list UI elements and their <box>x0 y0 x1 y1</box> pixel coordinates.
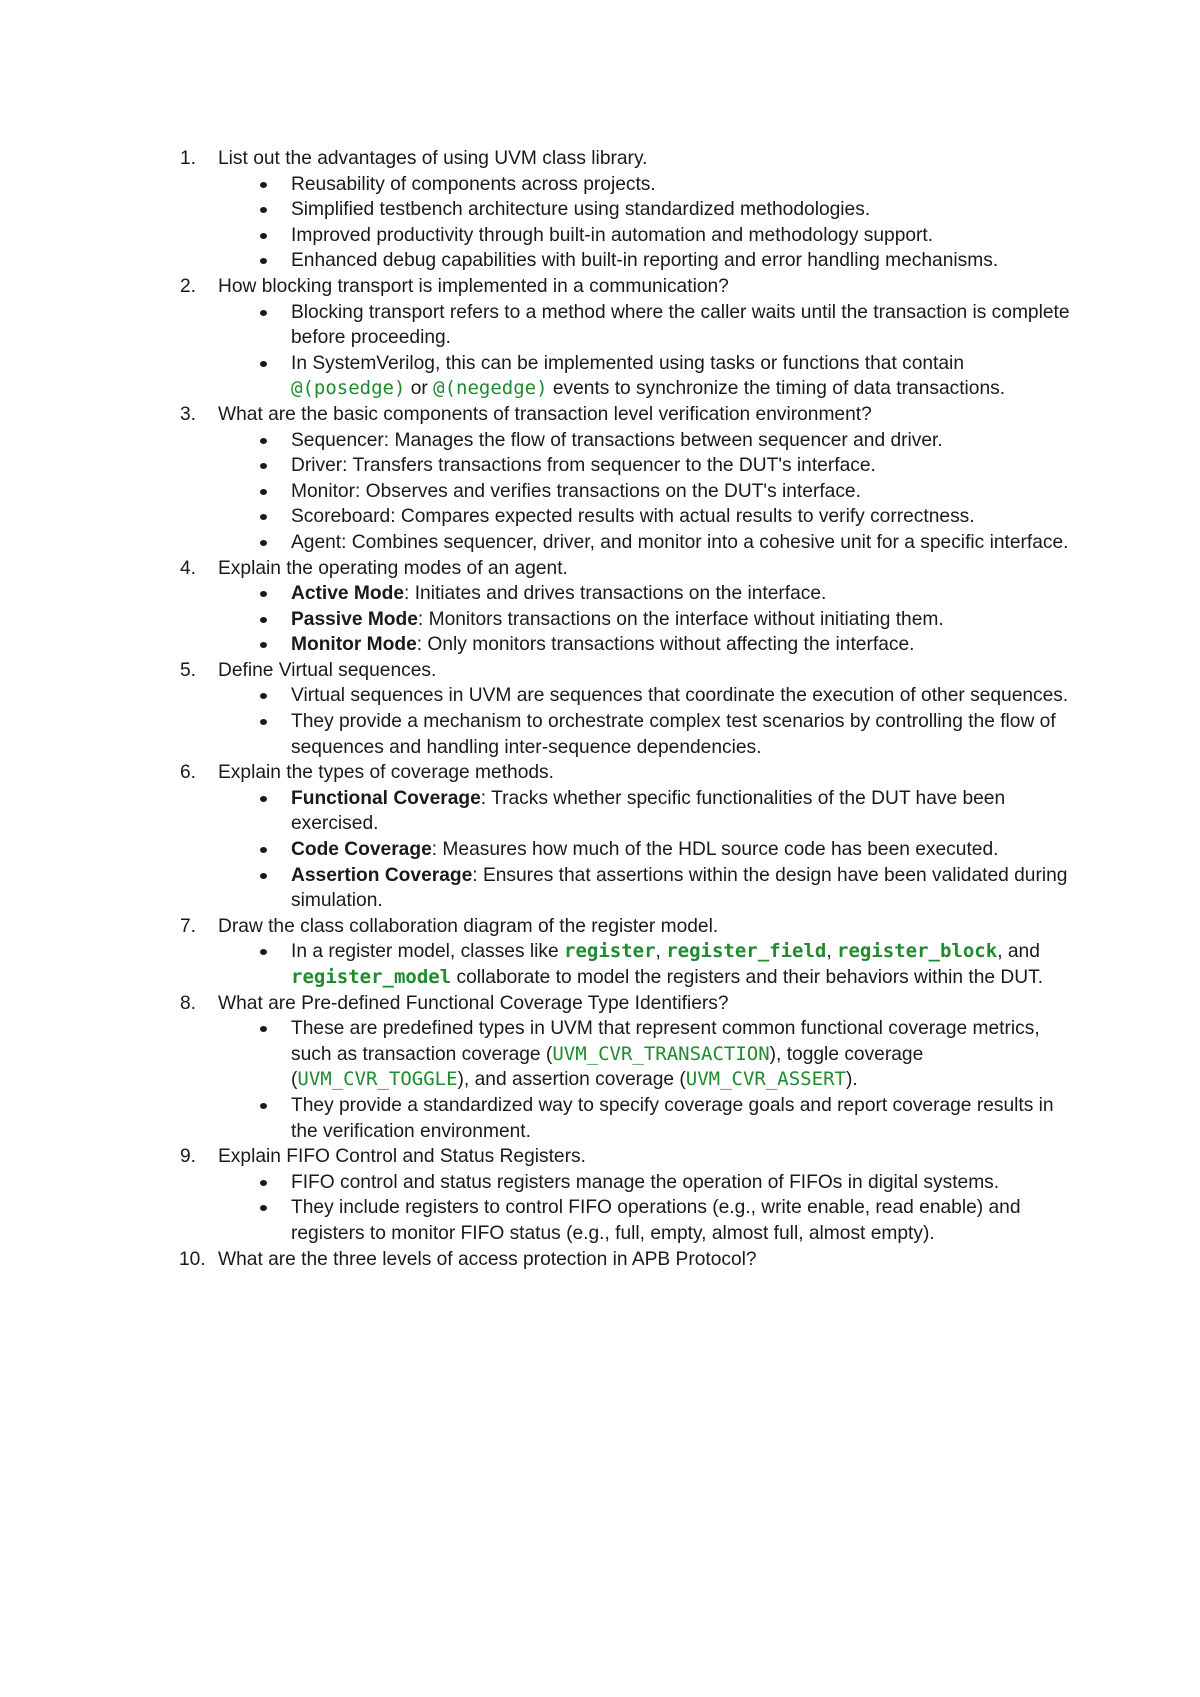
answer-text: In SystemVerilog, this can be implemented using tasks or functions that contain <box>291 352 964 374</box>
term-label: Passive Mode <box>291 608 418 630</box>
question-list <box>180 146 1080 1272</box>
question-item <box>180 402 1080 556</box>
term-description: : Ensures that assertions within the design have been validated during simulation. <box>291 864 1068 912</box>
question-number: 4. <box>180 557 197 579</box>
code-snippet: @(posedge) <box>291 377 406 400</box>
answer-bullet: Enhanced debug capabilities with built-in reporting and error handling mechanisms. <box>291 248 1080 274</box>
answer-bullet: Scoreboard: Compares expected results with actual results to verify correctness. <box>291 504 1080 530</box>
question-text: Explain FIFO Control and Status Registers. <box>218 1146 586 1168</box>
term-description: : Initiates and drives transactions on the interface. <box>404 583 827 605</box>
answer-bullet <box>291 863 1080 914</box>
answer-bullet <box>291 607 1080 633</box>
question-item <box>180 556 1080 658</box>
term-label: Assertion Coverage <box>291 864 473 886</box>
answer-list <box>218 1170 1080 1247</box>
answer-list <box>218 581 1080 658</box>
answer-list <box>218 683 1080 760</box>
answer-text: collaborate to model the registers and their behaviors within the DUT. <box>451 967 1044 988</box>
question-number: 6. <box>180 762 197 784</box>
answer-list <box>218 300 1080 402</box>
code-snippet: register_model <box>291 966 452 988</box>
question-text: Define Virtual sequences. <box>218 659 437 681</box>
question-item <box>180 274 1080 402</box>
question-text: List out the advantages of using UVM class library. <box>218 148 648 169</box>
answer-text: These are predefined types in UVM that represent common functional coverage metrics, such as transaction coverage ( <box>291 1018 1040 1065</box>
question-number: 5. <box>180 659 197 681</box>
code-snippet: UVM_CVR_ASSERT <box>685 1068 846 1091</box>
question-item <box>180 1144 1080 1246</box>
answer-bullet: Virtual sequences in UVM are sequences that coordinate the execution of other sequences. <box>291 683 1080 709</box>
answer-bullet: They include registers to control FIFO operations (e.g., write enable, read enable) and registers to monitor FIFO status (e.g., full, empty, almost full, almost empty). <box>291 1195 1080 1246</box>
question-text: Explain the types of coverage methods. <box>218 762 554 784</box>
term-label: Monitor Mode <box>291 634 417 656</box>
question-text: What are Pre-defined Functional Coverage Type Identifiers? <box>218 992 729 1014</box>
question-number: 3. <box>180 403 197 425</box>
answer-bullet <box>291 351 1080 402</box>
code-snippet: register_block <box>837 940 998 963</box>
question-text: What are the basic components of transaction level verification environment? <box>218 403 872 425</box>
answer-list <box>218 786 1080 914</box>
term-label: Code Coverage <box>291 839 432 861</box>
answer-text: , <box>826 941 838 963</box>
answer-bullet <box>291 581 1080 607</box>
answer-bullet: Improved productivity through built-in automation and methodology support. <box>291 223 1080 249</box>
question-number: 7. <box>180 915 197 937</box>
question-item <box>180 760 1080 914</box>
term-description: : Tracks whether specific functionalities of the DUT have been exercised. <box>291 787 1006 835</box>
answer-bullet <box>291 837 1080 863</box>
answer-bullet: They provide a mechanism to orchestrate complex test scenarios by controlling the flow of sequences and handling inter-sequence dependencies. <box>291 709 1080 760</box>
term-description: : Only monitors transactions without affecting the interface. <box>416 634 915 656</box>
answer-text: ), and assertion coverage ( <box>457 1069 686 1091</box>
answer-bullet: They provide a standardized way to specify coverage goals and report coverage results in the verification environment. <box>291 1093 1080 1144</box>
question-number: 9. <box>180 1146 197 1168</box>
answer-bullet <box>291 632 1080 658</box>
code-snippet: register_field <box>666 940 827 963</box>
question-item <box>180 1247 1080 1273</box>
term-description: : Measures how much of the HDL source code has been executed. <box>431 839 999 861</box>
answer-bullet: FIFO control and status registers manage the operation of FIFOs in digital systems. <box>291 1170 1080 1196</box>
question-item <box>180 146 1080 274</box>
question-item <box>180 991 1080 1145</box>
answer-bullet <box>291 939 1080 990</box>
question-text: How blocking transport is implemented in a communication? <box>218 275 729 297</box>
answer-text: , and <box>997 941 1040 963</box>
answer-text: ). <box>845 1069 858 1091</box>
answer-bullet: Agent: Combines sequencer, driver, and monitor into a cohesive unit for a specific interface. <box>291 530 1080 556</box>
answer-list <box>218 939 1080 990</box>
code-snippet: register <box>564 940 656 963</box>
answer-bullet: Blocking transport refers to a method where the caller waits until the transaction is complete before proceeding. <box>291 300 1080 351</box>
question-number: 10. <box>179 1248 206 1270</box>
question-item <box>180 658 1080 760</box>
answer-bullet: Simplified testbench architecture using standardized methodologies. <box>291 197 1080 223</box>
answer-bullet <box>291 786 1080 837</box>
question-text: What are the three levels of access protection in APB Protocol? <box>218 1248 757 1270</box>
code-snippet: UVM_CVR_TRANSACTION <box>552 1042 770 1065</box>
answer-list <box>218 428 1080 556</box>
answer-text: In a register model, classes like <box>291 941 565 963</box>
term-label: Active Mode <box>291 583 405 605</box>
term-label: Functional Coverage <box>291 787 481 809</box>
answer-bullet <box>291 1016 1080 1093</box>
answer-bullet: Monitor: Observes and verifies transactions on the DUT's interface. <box>291 479 1080 505</box>
answer-text: events to synchronize the timing of data transactions. <box>547 378 1006 400</box>
question-text: Draw the class collaboration diagram of the register model. <box>218 915 719 937</box>
answer-bullet: Sequencer: Manages the flow of transactions between sequencer and driver. <box>291 428 1080 454</box>
answer-list <box>218 1016 1080 1144</box>
answer-bullet: Reusability of components across projects. <box>291 172 1080 198</box>
question-text: Explain the operating modes of an agent. <box>218 557 568 579</box>
code-snippet: @(negedge) <box>433 377 548 400</box>
answer-text: , <box>655 941 667 963</box>
answer-list <box>218 172 1080 274</box>
answer-text: ), toggle coverage ( <box>291 1043 924 1091</box>
question-item <box>180 914 1080 991</box>
answer-bullet: Driver: Transfers transactions from sequencer to the DUT's interface. <box>291 453 1080 479</box>
question-number: 1. <box>180 148 197 169</box>
term-description: : Monitors transactions on the interface without initiating them. <box>417 608 944 630</box>
question-number: 2. <box>180 275 197 297</box>
question-number: 8. <box>180 992 197 1014</box>
answer-text: or <box>405 378 434 400</box>
code-snippet: UVM_CVR_TOGGLE <box>297 1068 458 1091</box>
